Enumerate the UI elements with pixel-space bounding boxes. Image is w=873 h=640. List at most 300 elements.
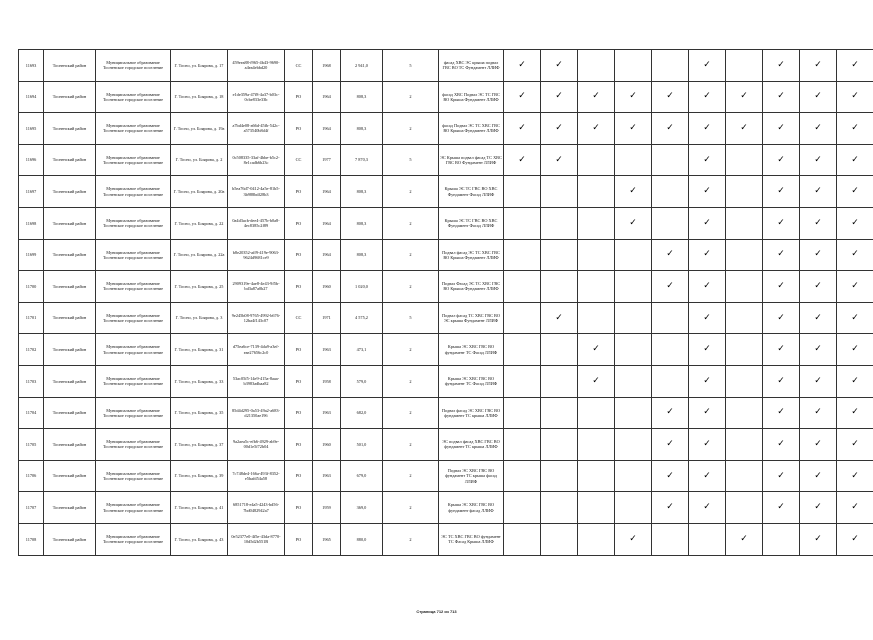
area-cell: 579,0 (341, 365, 383, 397)
district-cell: Тосненский район (44, 460, 96, 492)
work-check-cell (652, 81, 689, 113)
table-row (19, 239, 873, 271)
check-mark-icon: ✓ (703, 407, 711, 418)
year-cell: 1963 (313, 397, 341, 429)
works-list-cell: Подвал фасад ТС ХВС ГВС ВО ЭС крыша Фундамент ЛЛИФ (439, 302, 504, 334)
work-check-cell (800, 176, 837, 208)
building-type-cell: РО (285, 176, 313, 208)
guid-cell: 0a4d3acb-dee4-457b-b0a8-4ec8385c2f89 (228, 207, 285, 239)
work-check-cell (504, 81, 541, 113)
guid-cell: b5ea76d7-0412-4a5e-81b5-3b988bdf28b3 (228, 176, 285, 208)
work-check-cell (763, 81, 800, 113)
check-mark-icon: ✓ (814, 312, 822, 323)
work-check-cell (504, 492, 541, 524)
guid-cell: d75ea6ce-7139-4da9-a3ef-eae27656c2c0 (228, 334, 285, 366)
building-type-cell: РО (285, 239, 313, 271)
municipality-cell: Муниципальное образование Тосненское городское поселение (96, 492, 171, 524)
municipality-cell: Муниципальное образование Тосненское городское поселение (96, 302, 171, 334)
works-list-cell: фасад ХВС ЭС крыша подвал ГВС ВО ТС Фундамент ЛЛИФ (439, 50, 504, 82)
work-check-cell (837, 365, 873, 397)
building-type-cell: РО (285, 492, 313, 524)
works-list-cell: Крыша ЭС ХВС ГВС ВО фундамент ТС Фасад ЛЛИФ (439, 334, 504, 366)
address-cell: Г. Тосно, ул. Боярова, д. 2 (171, 144, 228, 176)
work-check-cell (800, 271, 837, 303)
year-cell: 1959 (313, 492, 341, 524)
check-mark-icon: ✓ (814, 407, 822, 418)
floors-cell: 2 (383, 113, 439, 145)
check-mark-icon: ✓ (814, 375, 822, 386)
year-cell: 1960 (313, 429, 341, 461)
address-cell: Г. Тосно, ул. Боярова, д. 19а (171, 113, 228, 145)
year-cell: 1963 (313, 460, 341, 492)
work-check-cell (837, 81, 873, 113)
work-check-cell (800, 207, 837, 239)
check-mark-icon: ✓ (851, 438, 859, 449)
work-check-cell (800, 429, 837, 461)
municipality-cell: Муниципальное образование Тосненское городское поселение (96, 113, 171, 145)
work-check-cell (763, 207, 800, 239)
row-number-cell: 11703 (19, 365, 44, 397)
check-mark-icon: ✓ (777, 470, 785, 481)
floors-cell: 2 (383, 81, 439, 113)
table-row (19, 460, 873, 492)
municipality-cell: Муниципальное образование Тосненское городское поселение (96, 429, 171, 461)
check-mark-icon: ✓ (814, 186, 822, 197)
housing-registry-table (18, 49, 873, 556)
work-check-cell (504, 176, 541, 208)
work-check-cell (837, 113, 873, 145)
check-mark-icon: ✓ (555, 59, 563, 70)
row-number-cell: 11698 (19, 207, 44, 239)
guid-cell: a7bd4e08-a66d-45fb-542c-a573540b8d4f (228, 113, 285, 145)
work-check-cell (726, 397, 763, 429)
building-type-cell: РО (285, 429, 313, 461)
guid-cell: 2909319e-4ae8-4e43-9f5b-bd3a87a0b27 (228, 271, 285, 303)
work-check-cell (578, 460, 615, 492)
area-cell: 682,0 (341, 397, 383, 429)
check-mark-icon: ✓ (851, 502, 859, 513)
work-check-cell (726, 207, 763, 239)
table-row (19, 334, 873, 366)
works-list-cell: Крыша ЭС ХВС ГВС ВО фундамент фасад ЛЛИФ (439, 492, 504, 524)
check-mark-icon: ✓ (703, 344, 711, 355)
work-check-cell (726, 239, 763, 271)
work-check-cell (763, 429, 800, 461)
work-check-cell (615, 334, 652, 366)
building-type-cell: РО (285, 460, 313, 492)
year-cell: 1977 (313, 144, 341, 176)
work-check-cell (800, 113, 837, 145)
check-mark-icon: ✓ (666, 407, 674, 418)
work-check-cell (837, 397, 873, 429)
check-mark-icon: ✓ (851, 122, 859, 133)
address-cell: Г. Тосно, ул. Боярова, д. 39 (171, 460, 228, 492)
work-check-cell (541, 50, 578, 82)
check-mark-icon: ✓ (703, 186, 711, 197)
work-check-cell (726, 523, 763, 555)
works-list-cell: Подвал фасад ЭС ТС ХВС ГВС ВО Крыша Фундамент ЛЛИФ (439, 239, 504, 271)
year-cell: 1964 (313, 81, 341, 113)
district-cell: Тосненский район (44, 397, 96, 429)
table-row (19, 271, 873, 303)
check-mark-icon: ✓ (518, 154, 526, 165)
work-check-cell (837, 460, 873, 492)
check-mark-icon: ✓ (703, 280, 711, 291)
building-type-cell: СС (285, 144, 313, 176)
check-mark-icon: ✓ (777, 186, 785, 197)
check-mark-icon: ✓ (629, 186, 637, 197)
row-number-cell: 11695 (19, 113, 44, 145)
building-type-cell: РО (285, 334, 313, 366)
floors-cell: 2 (383, 365, 439, 397)
work-check-cell (800, 365, 837, 397)
work-check-cell (800, 523, 837, 555)
work-check-cell (578, 176, 615, 208)
row-number-cell: 11700 (19, 271, 44, 303)
work-check-cell (615, 50, 652, 82)
municipality-cell: Муниципальное образование Тосненское городское поселение (96, 523, 171, 555)
floors-cell: 2 (383, 492, 439, 524)
check-mark-icon: ✓ (777, 438, 785, 449)
address-cell: Г. Тосно, ул. Боярова, д. 37 (171, 429, 228, 461)
floors-cell: 2 (383, 523, 439, 555)
municipality-cell: Муниципальное образование Тосненское городское поселение (96, 50, 171, 82)
building-type-cell: РО (285, 365, 313, 397)
check-mark-icon: ✓ (666, 438, 674, 449)
district-cell: Тосненский район (44, 523, 96, 555)
table-row (19, 176, 873, 208)
check-mark-icon: ✓ (851, 407, 859, 418)
check-mark-icon: ✓ (629, 91, 637, 102)
check-mark-icon: ✓ (703, 122, 711, 133)
work-check-cell (837, 207, 873, 239)
work-check-cell (541, 144, 578, 176)
check-mark-icon: ✓ (777, 91, 785, 102)
check-mark-icon: ✓ (851, 154, 859, 165)
work-check-cell (504, 397, 541, 429)
work-check-cell (837, 523, 873, 555)
work-check-cell (763, 50, 800, 82)
work-check-cell (689, 113, 726, 145)
check-mark-icon: ✓ (666, 91, 674, 102)
works-list-cell: Крыша ЭС ТС ГВС ВО ХВС Фундамент Фасад ЛЛИФ (439, 207, 504, 239)
work-check-cell (615, 271, 652, 303)
building-type-cell: РО (285, 81, 313, 113)
check-mark-icon: ✓ (777, 375, 785, 386)
building-type-cell: РО (285, 113, 313, 145)
work-check-cell (578, 302, 615, 334)
check-mark-icon: ✓ (703, 217, 711, 228)
work-check-cell (763, 271, 800, 303)
municipality-cell: Муниципальное образование Тосненское городское поселение (96, 239, 171, 271)
work-check-cell (541, 365, 578, 397)
floors-cell: 2 (383, 271, 439, 303)
row-number-cell: 11696 (19, 144, 44, 176)
floors-cell: 2 (383, 239, 439, 271)
check-mark-icon: ✓ (814, 533, 822, 544)
work-check-cell (726, 144, 763, 176)
work-check-cell (763, 365, 800, 397)
check-mark-icon: ✓ (592, 91, 600, 102)
year-cell: 1964 (313, 176, 341, 208)
address-cell: Г. Тосно, ул. Боярова, д. 3 (171, 302, 228, 334)
year-cell: 1971 (313, 302, 341, 334)
check-mark-icon: ✓ (777, 122, 785, 133)
check-mark-icon: ✓ (851, 375, 859, 386)
check-mark-icon: ✓ (777, 280, 785, 291)
table-row (19, 397, 873, 429)
table-row (19, 207, 873, 239)
check-mark-icon: ✓ (629, 533, 637, 544)
work-check-cell (541, 302, 578, 334)
check-mark-icon: ✓ (703, 438, 711, 449)
work-check-cell (689, 144, 726, 176)
work-check-cell (652, 113, 689, 145)
work-check-cell (800, 81, 837, 113)
work-check-cell (763, 239, 800, 271)
row-number-cell: 11704 (19, 397, 44, 429)
guid-cell: 0e52377e0-4f5e-43da-8770-10d5d2b551B (228, 523, 285, 555)
year-cell: 1965 (313, 523, 341, 555)
work-check-cell (615, 492, 652, 524)
address-cell: Г. Тосно, ул. Боярова, д. 33 (171, 365, 228, 397)
work-check-cell (652, 334, 689, 366)
check-mark-icon: ✓ (814, 249, 822, 260)
table-body (19, 50, 873, 556)
floors-cell: 2 (383, 397, 439, 429)
area-cell: 2 941,0 (341, 50, 383, 82)
work-check-cell (763, 397, 800, 429)
building-type-cell: РО (285, 207, 313, 239)
work-check-cell (504, 334, 541, 366)
work-check-cell (504, 271, 541, 303)
work-check-cell (652, 239, 689, 271)
work-check-cell (615, 81, 652, 113)
check-mark-icon: ✓ (555, 122, 563, 133)
check-mark-icon: ✓ (666, 502, 674, 513)
work-check-cell (689, 50, 726, 82)
check-mark-icon: ✓ (851, 91, 859, 102)
guid-cell: 7c748de4-166a-493f-8352-e5bafd54a58 (228, 460, 285, 492)
work-check-cell (800, 460, 837, 492)
check-mark-icon: ✓ (555, 312, 563, 323)
work-check-cell (504, 365, 541, 397)
row-number-cell: 11708 (19, 523, 44, 555)
work-check-cell (800, 50, 837, 82)
check-mark-icon: ✓ (851, 312, 859, 323)
work-check-cell (689, 397, 726, 429)
district-cell: Тосненский район (44, 429, 96, 461)
work-check-cell (578, 365, 615, 397)
building-type-cell: РО (285, 523, 313, 555)
guid-cell: 0c508335-33af-4bbe-b5c2-8e1cadb6b23c (228, 144, 285, 176)
work-check-cell (504, 207, 541, 239)
work-check-cell (726, 302, 763, 334)
row-number-cell: 11702 (19, 334, 44, 366)
table-row (19, 113, 873, 145)
check-mark-icon: ✓ (814, 344, 822, 355)
address-cell: Г. Тосно, ул. Боярова, д. 22а (171, 239, 228, 271)
work-check-cell (578, 492, 615, 524)
check-mark-icon: ✓ (851, 249, 859, 260)
district-cell: Тосненский район (44, 239, 96, 271)
work-check-cell (541, 113, 578, 145)
check-mark-icon: ✓ (703, 91, 711, 102)
floors-cell: 2 (383, 334, 439, 366)
floors-cell: 2 (383, 207, 439, 239)
building-type-cell: СС (285, 50, 313, 82)
check-mark-icon: ✓ (851, 533, 859, 544)
check-mark-icon: ✓ (555, 154, 563, 165)
row-number-cell: 11697 (19, 176, 44, 208)
address-cell: Г. Тосно, ул. Боярова, д. 25 (171, 271, 228, 303)
work-check-cell (652, 429, 689, 461)
guid-cell: 53ac05f5-14e9-415a-8aaa-b3983adbaa82 (228, 365, 285, 397)
address-cell: Г. Тосно, ул. Боярова, д. 18 (171, 81, 228, 113)
area-cell: 808,3 (341, 207, 383, 239)
district-cell: Тосненский район (44, 302, 96, 334)
check-mark-icon: ✓ (703, 154, 711, 165)
work-check-cell (541, 207, 578, 239)
work-check-cell (726, 365, 763, 397)
work-check-cell (726, 429, 763, 461)
work-check-cell (726, 492, 763, 524)
work-check-cell (689, 365, 726, 397)
work-check-cell (689, 176, 726, 208)
check-mark-icon: ✓ (740, 91, 748, 102)
works-list-cell: Подвал Фасад ЭС ТС ХВС ГВС ВО Крыша Фундамент ЛЛИФ (439, 271, 504, 303)
guid-cell: 9a2aea5c-efb6-4929-ab9e-00d1e5f72b04 (228, 429, 285, 461)
table-row (19, 50, 873, 82)
work-check-cell (763, 113, 800, 145)
work-check-cell (615, 144, 652, 176)
work-check-cell (615, 176, 652, 208)
work-check-cell (726, 334, 763, 366)
address-cell: Г. Тосно, ул. Боярова, д. 41 (171, 492, 228, 524)
work-check-cell (763, 492, 800, 524)
address-cell: Г. Тосно, ул. Боярова, д. 22 (171, 207, 228, 239)
area-cell: 1 020,0 (341, 271, 383, 303)
work-check-cell (615, 523, 652, 555)
area-cell: 7 870,3 (341, 144, 383, 176)
table-row (19, 81, 873, 113)
guid-cell: 9e245b08-9765-4992-b676-12ba4f143c07 (228, 302, 285, 334)
work-check-cell (689, 492, 726, 524)
check-mark-icon: ✓ (814, 438, 822, 449)
work-check-cell (837, 50, 873, 82)
work-check-cell (504, 460, 541, 492)
area-cell: 808,3 (341, 176, 383, 208)
work-check-cell (800, 334, 837, 366)
work-check-cell (652, 365, 689, 397)
work-check-cell (578, 429, 615, 461)
work-check-cell (763, 302, 800, 334)
work-check-cell (652, 50, 689, 82)
floors-cell: 5 (383, 302, 439, 334)
work-check-cell (689, 460, 726, 492)
floors-cell: 5 (383, 50, 439, 82)
work-check-cell (541, 523, 578, 555)
district-cell: Тосненский район (44, 207, 96, 239)
check-mark-icon: ✓ (740, 533, 748, 544)
address-cell: Г. Тосно, ул. Боярова, д. 35 (171, 397, 228, 429)
check-mark-icon: ✓ (666, 249, 674, 260)
check-mark-icon: ✓ (777, 217, 785, 228)
work-check-cell (726, 271, 763, 303)
check-mark-icon: ✓ (777, 502, 785, 513)
work-check-cell (652, 460, 689, 492)
work-check-cell (800, 397, 837, 429)
work-check-cell (763, 460, 800, 492)
check-mark-icon: ✓ (851, 344, 859, 355)
district-cell: Тосненский район (44, 271, 96, 303)
work-check-cell (578, 81, 615, 113)
work-check-cell (578, 207, 615, 239)
floors-cell: 2 (383, 429, 439, 461)
work-check-cell (578, 144, 615, 176)
work-check-cell (800, 302, 837, 334)
row-number-cell: 11707 (19, 492, 44, 524)
district-cell: Тосненский район (44, 365, 96, 397)
work-check-cell (837, 334, 873, 366)
district-cell: Тосненский район (44, 334, 96, 366)
table-row (19, 365, 873, 397)
work-check-cell (578, 271, 615, 303)
work-check-cell (541, 176, 578, 208)
district-cell: Тосненский район (44, 176, 96, 208)
municipality-cell: Муниципальное образование Тосненское городское поселение (96, 397, 171, 429)
check-mark-icon: ✓ (518, 91, 526, 102)
check-mark-icon: ✓ (555, 91, 563, 102)
work-check-cell (652, 271, 689, 303)
building-type-cell: СС (285, 302, 313, 334)
check-mark-icon: ✓ (592, 344, 600, 355)
row-number-cell: 11701 (19, 302, 44, 334)
building-type-cell: РО (285, 397, 313, 429)
check-mark-icon: ✓ (777, 344, 785, 355)
check-mark-icon: ✓ (592, 375, 600, 386)
address-cell: Г. Тосно, ул. Боярова, д. 43 (171, 523, 228, 555)
check-mark-icon: ✓ (629, 217, 637, 228)
works-list-cell: Крыша ЭС ТС ГВС ВО ХВС Фундамент Фасад ЛЛИФ (439, 176, 504, 208)
work-check-cell (578, 50, 615, 82)
work-check-cell (800, 144, 837, 176)
work-check-cell (763, 523, 800, 555)
work-check-cell (504, 239, 541, 271)
work-check-cell (689, 523, 726, 555)
municipality-cell: Муниципальное образование Тосненское городское поселение (96, 207, 171, 239)
table-row (19, 144, 873, 176)
work-check-cell (615, 302, 652, 334)
check-mark-icon: ✓ (814, 59, 822, 70)
works-list-cell: ЭС подвал фасад ХВС ГВС ВО фундамент ТС крыша ЛЛИФ (439, 429, 504, 461)
work-check-cell (578, 334, 615, 366)
check-mark-icon: ✓ (814, 280, 822, 291)
work-check-cell (615, 460, 652, 492)
work-check-cell (800, 492, 837, 524)
work-check-cell (837, 271, 873, 303)
work-check-cell (615, 429, 652, 461)
work-check-cell (615, 239, 652, 271)
check-mark-icon: ✓ (851, 470, 859, 481)
area-cell: 473,1 (341, 334, 383, 366)
work-check-cell (615, 397, 652, 429)
work-check-cell (652, 176, 689, 208)
floors-cell: 5 (383, 144, 439, 176)
municipality-cell: Муниципальное образование Тосненское городское поселение (96, 460, 171, 492)
work-check-cell (615, 365, 652, 397)
work-check-cell (504, 523, 541, 555)
